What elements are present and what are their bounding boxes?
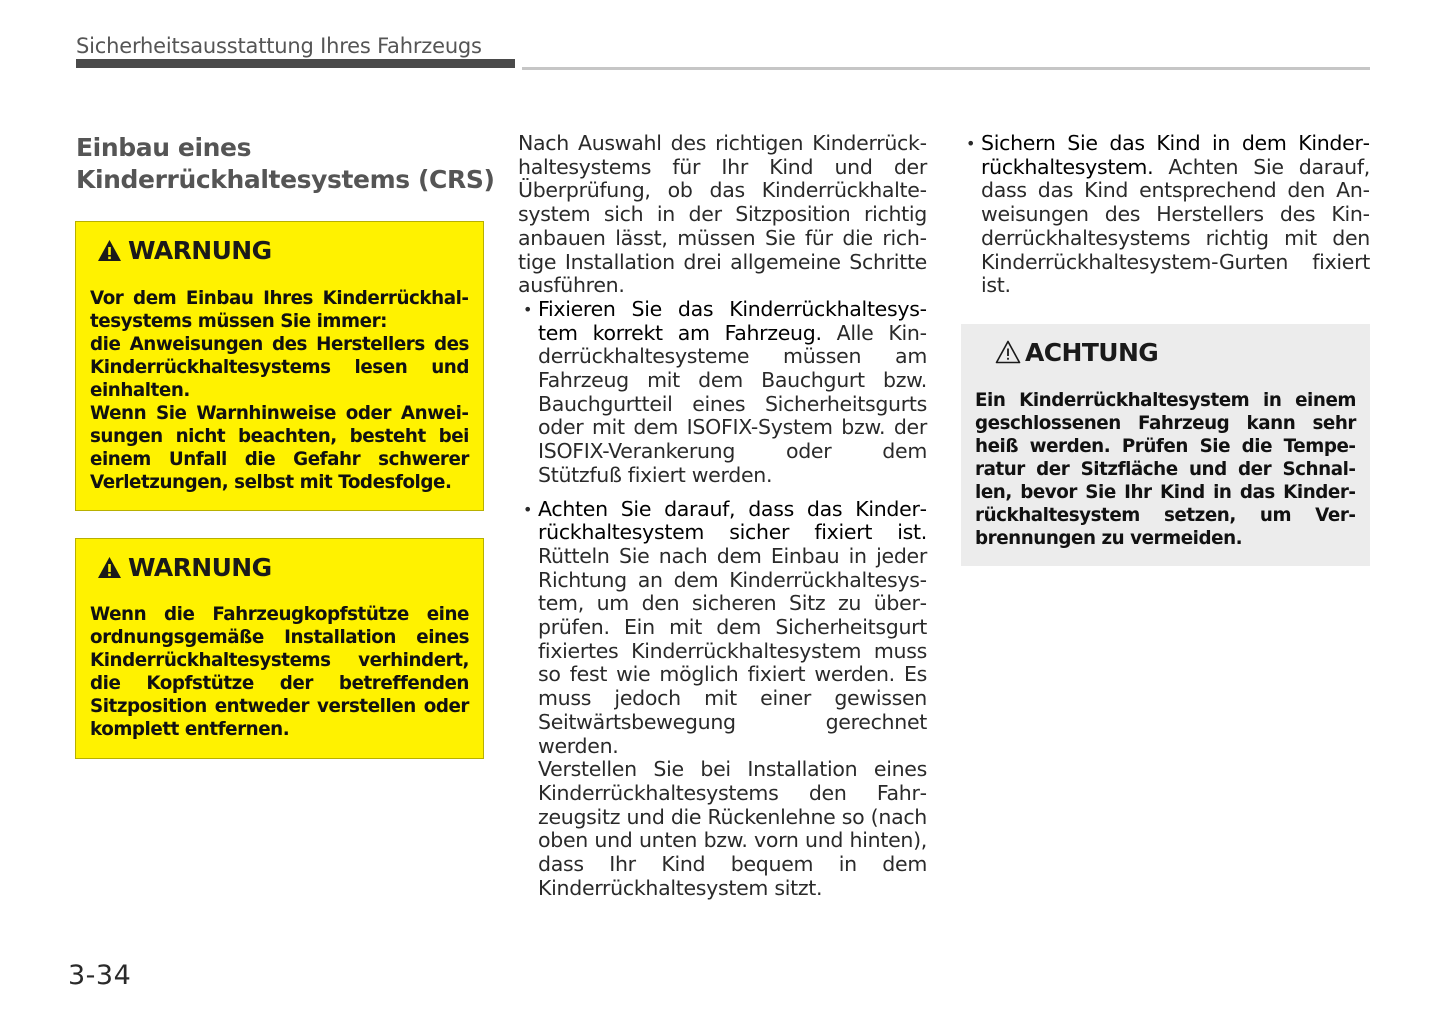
intro-paragraph: Nach Auswahl des richtigen Kinderrückhaltesystems für Ihr Kind und der Überprüfung, ob das Kinderrückhaltesystem sich in der Sitzposition richtig anbauen lässt, müssen Sie für die richtige Installation drei allgemeine Schritte ausführen.: [518, 131, 927, 298]
page-number: 3-34: [68, 960, 132, 991]
warning-paragraph: Wenn die Fahrzeugkopfstütze eine ordnungsgemäße Installation eines Kinderrückhaltesystems verhindert, die Kopfstütze der betreffenden Sitzposition entweder verstellen oder komplett entfernen.: [90, 604, 469, 740]
bullet-text: Rütteln Sie nach dem Einbau in jeder Richtung an dem Kinderrückhaltesystem, um den sicheren Sitz zu überprüfen. Ein mit dem Sicherheitsgurt fixiertes Kinderrückhaltesystem muss so fest wie möglich fixiert werden. Es muss jedoch mit einer gewissen Seitwärtsbewegung gerechnet werden.: [538, 543, 927, 758]
list-item: [518, 298, 927, 488]
warning-heading: [97, 551, 469, 583]
bullet-lead: Sichern Sie das Kind in dem Kinderrückhaltesystem.: [981, 131, 1370, 179]
caution-triangle-outline-icon: [995, 340, 1021, 364]
caution-paragraph: Ein Kinderrückhaltesystem in einem geschlossenen Fahrzeug kann sehr heiß werden. Prüfen Sie die Temperatur der Sitzfläche und der Schnallen, bevor Sie Ihr Kind in das Kinderrückhaltesystem setzen, um Verbrennungen zu vermeiden.: [975, 390, 1356, 549]
bullet-text: Alle Kinderrückhaltesysteme müssen am Fahrzeug mit dem Bauchgurt bzw. Bauchgurtteil eines Sicherheitsgurts oder mit dem ISOFIX-System bzw. der ISOFIX-Verankerung oder dem Stützfuß fixiert werden.: [538, 320, 927, 487]
warning-body: [90, 287, 469, 494]
middle-column: [518, 132, 927, 901]
warning-heading: [97, 234, 469, 266]
caution-body: [975, 389, 1356, 550]
caution-label: ACHTUNG: [1025, 337, 1159, 367]
warning-box-2: [75, 538, 484, 759]
section-title-line-1: Einbau eines: [76, 133, 252, 162]
caution-heading: [995, 336, 1356, 368]
warning-body: [90, 603, 469, 741]
section-title: [76, 132, 496, 196]
section-title-line-2: Kinderrückhaltesystems (CRS): [76, 165, 495, 194]
caution-box: [961, 324, 1370, 566]
list-item: [518, 498, 927, 759]
warning-paragraph: Wenn Sie Warnhinweise oder Anweisungen nicht beachten, besteht bei einem Unfall die Gefahr schwerer Verletzungen, selbst mit Todesfolge.: [90, 403, 469, 493]
header-bar-dark: [76, 59, 515, 68]
warning-label: WARNUNG: [128, 552, 272, 582]
bullet-text: Achten Sie darauf, dass das Kind entsprechend den Anweisungen des Herstellers des Kinderrückhaltesystems richtig mit den Kinderrückhaltesystem-Gurten fixiert ist.: [981, 154, 1370, 298]
warning-triangle-icon: [97, 556, 122, 579]
warning-paragraph: die Anweisungen des Herstellers des Kinderrückhaltesystems lesen und einhalten.: [90, 334, 469, 401]
list-item: [961, 132, 1370, 298]
bullet-lead: Achten Sie darauf, dass das Kinderrückhaltesystem sicher fixiert ist.: [538, 496, 927, 545]
bullet-lead: Fixieren Sie das Kinderrückhaltesystem korrekt am Fahrzeug.: [538, 296, 927, 345]
warning-box-1: [75, 221, 484, 511]
chapter-title: Sicherheitsausstattung Ihres Fahrzeugs: [76, 34, 482, 58]
warning-paragraph: Vor dem Einbau Ihres Kinderrückhaltesystems müssen Sie immer:: [90, 288, 469, 332]
right-column: [961, 132, 1370, 298]
warning-label: WARNUNG: [128, 235, 272, 265]
bullet-continuation: Verstellen Sie bei Installation eines Kinderrückhaltesystems den Fahrzeugsitz und die Rückenlehne so (nach oben und unten bzw. vorn und hinten), dass Ihr Kind bequem in dem Kinderrückhaltesystem sitzt.: [538, 757, 927, 900]
header-bar-light: [522, 67, 1370, 70]
warning-triangle-icon: [97, 239, 122, 262]
